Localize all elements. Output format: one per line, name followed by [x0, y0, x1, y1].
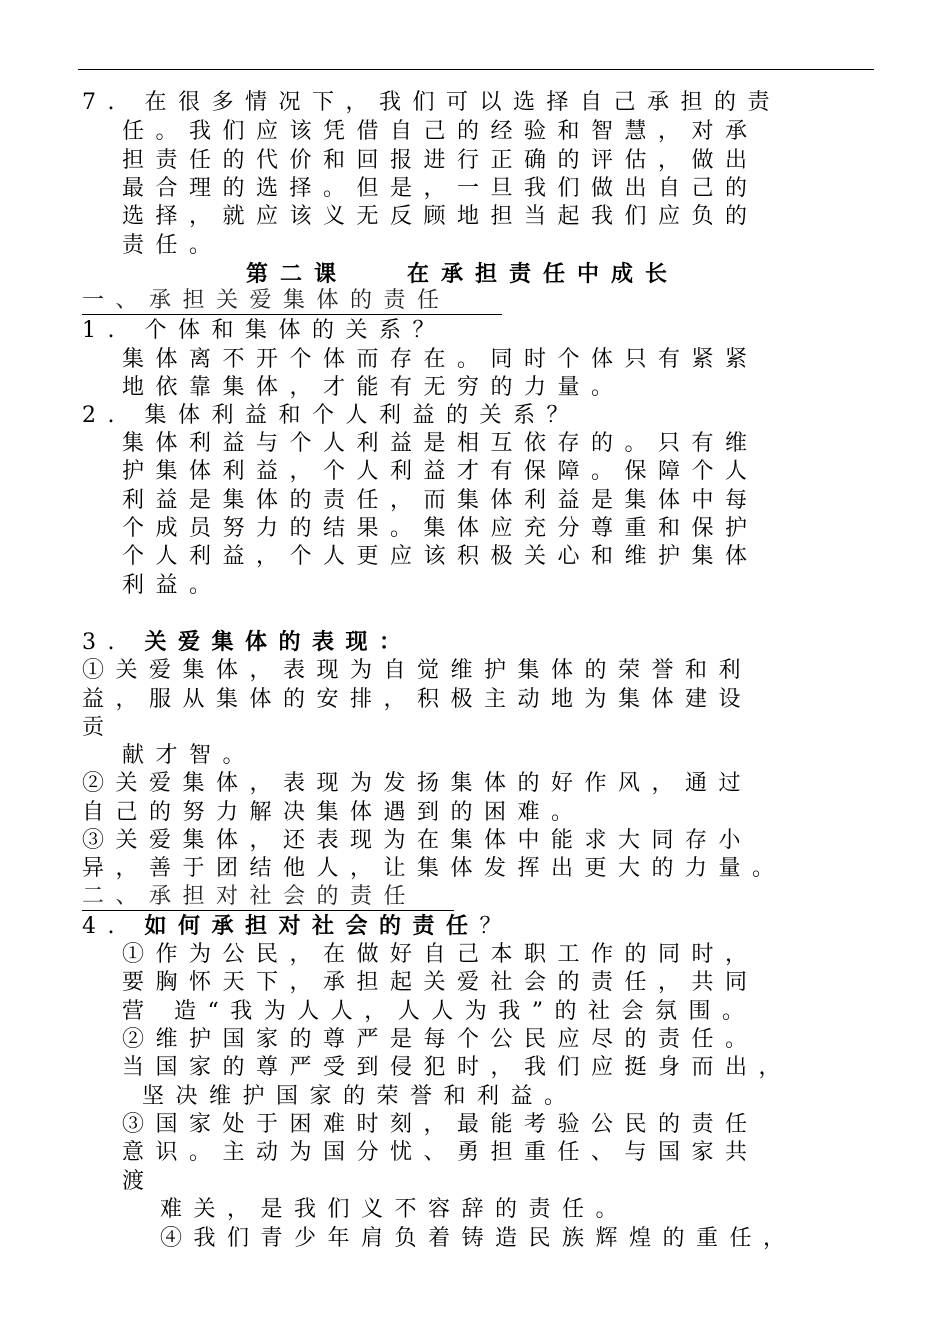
text-line: 最合理的选择。但是，一旦我们做出自己的 — [122, 176, 759, 201]
text-line: 利益是集体的责任，而集体利益是集体中每 — [122, 488, 759, 513]
text-line: 个成员努力的结果。集体应充分尊重和保护 — [122, 516, 759, 541]
text-line: 当国家的尊严受到侵犯时，我们应挺身而出， — [122, 1055, 793, 1080]
text-line: 意识。主动为国分忧、勇担重任、与国家共 — [122, 1140, 759, 1165]
text-line: 益，服从集体的安排，积极主动地为集体建设 — [82, 687, 753, 712]
text-line: 7. 在很多情况下，我们可以选择自己承担的责 — [82, 90, 781, 115]
text-line: 要胸怀天下，承担起关爱社会的责任，共同 — [122, 970, 759, 995]
question-number: 4. — [82, 914, 145, 939]
question — [82, 912, 862, 941]
header-rule — [78, 69, 874, 70]
question: 1. 个体和集体的关系？ — [82, 318, 446, 343]
text-line: 坚决维护国家的荣誉和利益。 — [142, 1084, 578, 1109]
text-line: ②关爱集体，表现为发扬集体的好作风，通过 — [82, 771, 753, 796]
text-line: 利益。 — [122, 573, 223, 598]
question-number: 3. — [82, 630, 145, 655]
text-line: 异，善于团结他人，让集体发挥出更大的力量。 — [82, 856, 786, 881]
question-mark: ？ — [479, 914, 514, 939]
lesson-title: 第二课 在承担责任中成长 — [246, 261, 679, 287]
text-line: 任。我们应该凭借自己的经验和智慧，对承 — [122, 119, 759, 144]
text-line: ③国家处于困难时刻，最能考验公民的责任 — [122, 1112, 759, 1137]
text-line: ②维护国家的尊严是每个公民应尽的责任。 — [122, 1027, 759, 1052]
section-heading: 二、承担对社会的责任 — [82, 884, 454, 911]
text-line: ①关爱集体，表现为自觉维护集体的荣誉和利 — [82, 658, 753, 683]
text-line: 选择，就应该义无反顾地担当起我们应负的 — [122, 204, 759, 229]
text-line: 集体利益与个人利益是相互依存的。只有维 — [122, 431, 759, 456]
question: 2. 集体利益和个人利益的关系？ — [82, 403, 580, 428]
text-line: 自己的努力解决集体遇到的困难。 — [82, 800, 585, 825]
text-line: 集体离不开个体而存在。同时个体只有紧紧 — [122, 347, 759, 372]
text-line: 担责任的代价和回报进行正确的评估，做出 — [122, 148, 759, 173]
text-line: 护集体利益，个人利益才有保障。保障个人 — [122, 459, 759, 484]
text-line: 地依靠集体，才能有无穷的力量。 — [122, 375, 625, 400]
text-line: 渡 — [122, 1169, 156, 1194]
text-line: 个人利益，个人更应该积极关心和维护集体 — [122, 544, 759, 569]
question-text: 如何承担对社会的责任 — [144, 913, 480, 939]
text-line: 责任。 — [122, 233, 223, 258]
section-heading: 一、承担关爱集体的责任 — [82, 288, 502, 315]
text-line: 营 造“我为人人，人人为我”的社会氛围。 — [122, 999, 756, 1024]
text-line: ④我们青少年肩负着铸造民族辉煌的重任， — [160, 1226, 797, 1251]
text-line: 献才智。 — [122, 743, 257, 768]
question-text: 关爱集体的表现： — [144, 629, 413, 655]
text-line: ①作为公民，在做好自己本职工作的同时， — [122, 942, 759, 967]
text-line: ③关爱集体，还表现为在集体中能求大同存小 — [82, 828, 753, 853]
text-line: 贡 — [82, 715, 116, 740]
question — [82, 628, 862, 657]
text-line: 难关，是我们义不容辞的责任。 — [160, 1197, 630, 1222]
